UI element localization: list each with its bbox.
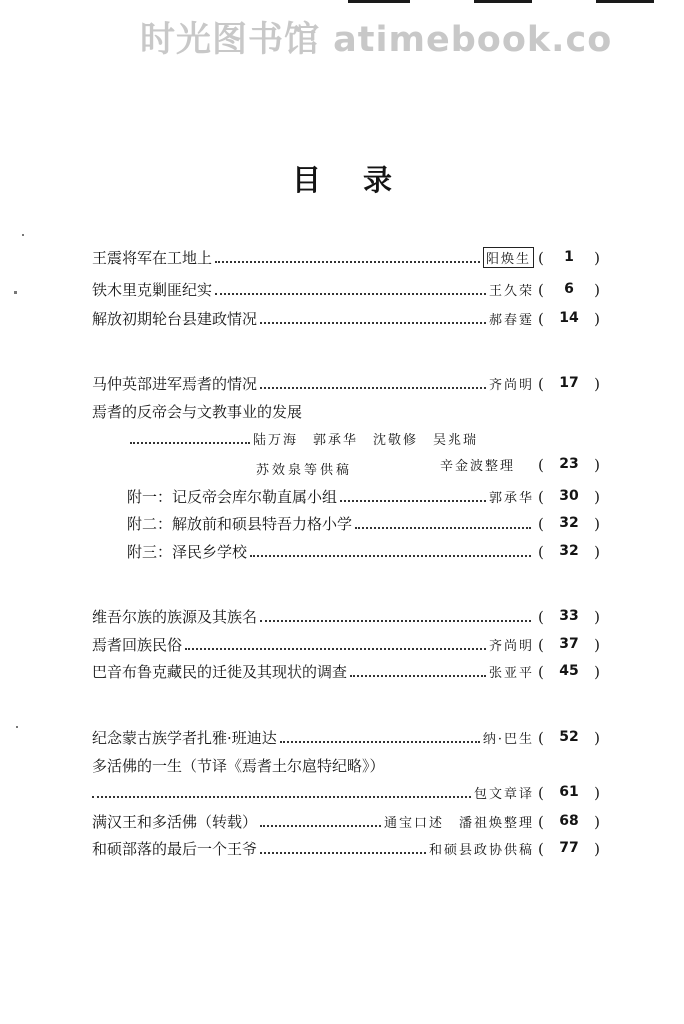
- toc-entry-continuation: [440, 455, 600, 481]
- entry-authors: 陆万海 郭承华 沈敬修 吴兆瑞: [253, 433, 479, 448]
- entry-page: ( 1 ): [538, 249, 600, 267]
- leader-dots: [350, 675, 486, 677]
- leader-dots: [260, 322, 486, 324]
- toc-entry[interactable]: [127, 513, 600, 539]
- entry-author: 阳焕生: [483, 247, 534, 268]
- toc-entry[interactable]: [92, 279, 600, 305]
- entry-title: 多活佛的一生（节译《焉耆土尔扈特纪略》）: [92, 757, 385, 775]
- leader-dots: [355, 527, 531, 529]
- scan-speck: [14, 291, 17, 294]
- leader-dots: [260, 620, 531, 622]
- scan-speck: [22, 234, 24, 236]
- leader-dots: [260, 852, 426, 854]
- toc-entry[interactable]: [92, 308, 600, 334]
- entry-author: 郝春霆: [488, 313, 534, 328]
- toc-entry[interactable]: [127, 541, 600, 567]
- top-rule: [348, 0, 410, 3]
- entry-author: 齐尚明: [488, 378, 534, 393]
- toc-entry[interactable]: [92, 755, 600, 781]
- entry-page: ( 33 ): [538, 608, 600, 626]
- toc-entry[interactable]: [92, 401, 600, 427]
- entry-title: 和硕部落的最后一个王爷: [92, 840, 258, 858]
- entry-author: 通宝口述 潘祖焕整理: [383, 816, 534, 831]
- top-rule: [474, 0, 532, 3]
- entry-page: ( 6 ): [538, 281, 600, 299]
- entry-title: 焉耆回族民俗: [92, 636, 183, 654]
- entry-page: ( 37 ): [538, 636, 600, 654]
- leader-dots: [130, 442, 250, 444]
- entry-page: ( 30 ): [538, 488, 600, 506]
- entry-title: 纪念蒙古族学者扎雅·班迪达: [92, 729, 277, 747]
- toc-entry[interactable]: [92, 811, 600, 837]
- leader-dots: [92, 796, 471, 798]
- entry-author: 和硕县政协供稿: [428, 843, 534, 858]
- leader-dots: [280, 741, 480, 743]
- toc-entry-continuation: [130, 429, 600, 455]
- entry-title: 附二：解放前和硕县特吾力格小学: [127, 515, 353, 533]
- entry-author: 包文章译: [473, 787, 534, 802]
- toc-entry[interactable]: [92, 373, 600, 399]
- toc-entry[interactable]: [92, 661, 600, 687]
- entry-title: 马仲英部进军焉耆的情况: [92, 375, 258, 393]
- toc-entry[interactable]: [92, 727, 600, 753]
- entry-contributors: 苏效泉等供稿: [256, 463, 353, 478]
- entry-author: 齐尚明: [488, 639, 534, 654]
- entry-page: ( 17 ): [538, 375, 600, 393]
- toc-entry[interactable]: [92, 606, 600, 632]
- page-title: 目录: [291, 163, 434, 197]
- toc-entry[interactable]: [92, 247, 600, 273]
- toc-entry-continuation: [92, 783, 600, 809]
- entry-page: ( 32 ): [538, 515, 600, 533]
- entry-page: ( 68 ): [538, 813, 600, 831]
- toc-entry[interactable]: [127, 486, 600, 512]
- entry-page: ( 23 ): [538, 456, 600, 474]
- entry-title: 铁木里克剿匪纪实: [92, 281, 213, 299]
- leader-dots: [215, 261, 480, 263]
- entry-title: 维吾尔族的族源及其族名: [92, 608, 258, 626]
- entry-title: 王震将军在工地上: [92, 249, 213, 267]
- entry-author: 张亚平: [488, 666, 534, 681]
- entry-page: ( 32 ): [538, 543, 600, 561]
- entry-title: 满汉王和多活佛（转载）: [92, 813, 258, 831]
- entry-page: ( 61 ): [538, 784, 600, 802]
- entry-page: ( 77 ): [538, 840, 600, 858]
- entry-title: 焉耆的反帝会与文教事业的发展: [92, 403, 303, 421]
- entry-title: 解放初期轮台县建政情况: [92, 310, 258, 328]
- entry-title: 附三：泽民乡学校: [127, 543, 248, 561]
- entry-page: ( 45 ): [538, 663, 600, 681]
- entry-editor: 辛金波整理: [440, 459, 516, 474]
- entry-title: 巴音布鲁克藏民的迁徙及其现状的调查: [92, 663, 348, 681]
- leader-dots: [340, 500, 486, 502]
- toc-entry[interactable]: [92, 838, 600, 864]
- scan-speck: [16, 726, 18, 728]
- entry-author: 郭承华: [488, 491, 534, 506]
- entry-page: ( 52 ): [538, 729, 600, 747]
- entry-title: 附一：记反帝会库尔勒直属小组: [127, 488, 338, 506]
- leader-dots: [260, 387, 486, 389]
- watermark: 时光图书馆 atimebook.co: [140, 20, 613, 60]
- toc-entry[interactable]: [92, 634, 600, 660]
- entry-author: 王久荣: [488, 284, 534, 299]
- leader-dots: [215, 293, 486, 295]
- entry-author: 纳·巴生: [482, 732, 534, 747]
- leader-dots: [250, 555, 531, 557]
- leader-dots: [260, 825, 381, 827]
- entry-page: ( 14 ): [538, 310, 600, 328]
- top-rule: [596, 0, 654, 3]
- leader-dots: [185, 648, 486, 650]
